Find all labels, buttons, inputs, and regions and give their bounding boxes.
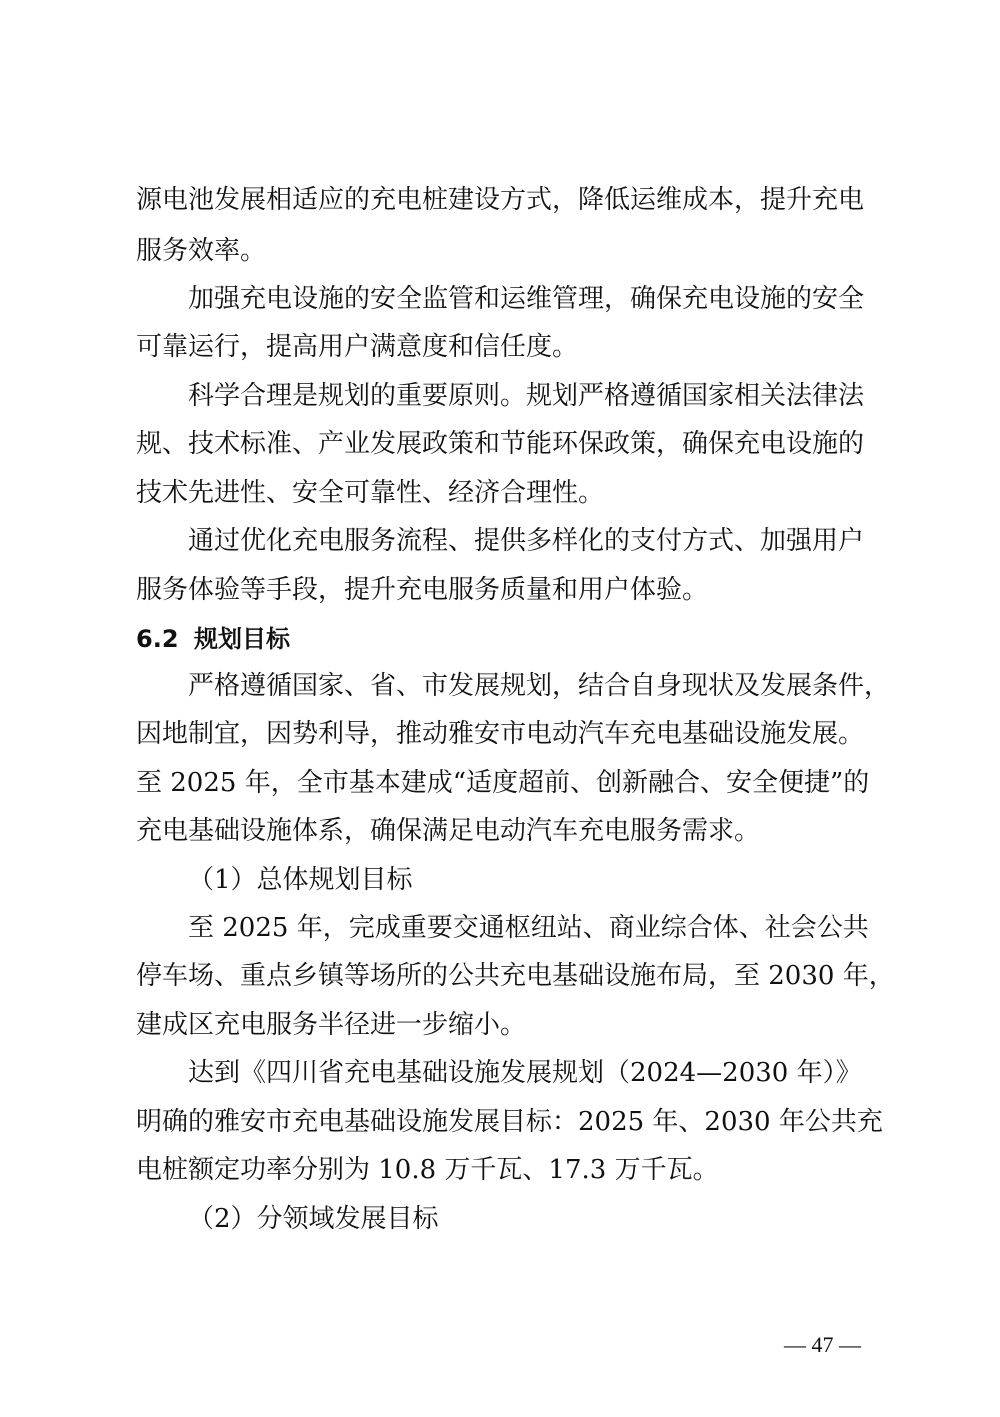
paragraph-2-line-1: 加强充电设施的安全监管和运维管理，确保充电设施的安全 [188, 284, 865, 314]
paragraph-3-line-2: 规、技术标准、产业发展政策和节能环保政策，确保充电设施的 [136, 429, 865, 459]
section-paragraph-3-line-3: 建成区充电服务半径进一步缩小。 [136, 1010, 527, 1040]
section-paragraph-1-line-2: 因地制宜，因势利导，推动雅安市电动汽车充电基础设施发展。 [136, 719, 865, 749]
section-number: 6.2 [136, 625, 179, 653]
section-paragraph-4-line-1: 达到《四川省充电基础设施发展规划（2024—2030 年）》 [188, 1058, 862, 1088]
section-title: 规划目标 [194, 625, 290, 653]
paragraph-3-line-3: 技术先进性、安全可靠性、经济合理性。 [136, 478, 605, 508]
subheading-sector-goals: （2）分领域发展目标 [188, 1204, 439, 1234]
section-paragraph-4-line-3: 电桩额定功率分别为 10.8 万千瓦、17.3 万千瓦。 [136, 1155, 719, 1185]
paragraph-2-line-2: 可靠运行，提高用户满意度和信任度。 [136, 332, 579, 362]
paragraph-1-line-1: 源电池发展相适应的充电桩建设方式，降低运维成本，提升充电 [136, 185, 865, 215]
paragraph-4-line-1: 通过优化充电服务流程、提供多样化的支付方式、加强用户 [188, 526, 865, 556]
section-paragraph-3-line-2: 停车场、重点乡镇等场所的公共充电基础设施布局，至 2030 年， [136, 961, 895, 991]
paragraph-4-line-2: 服务体验等手段，提升充电服务质量和用户体验。 [136, 575, 709, 605]
paragraph-1-line-2: 服务效率。 [136, 236, 267, 266]
section-paragraph-3-line-1: 至 2025 年，完成重要交通枢纽站、商业综合体、社会公共 [188, 913, 869, 943]
section-paragraph-1-line-4: 充电基础设施体系，确保满足电动汽车充电服务需求。 [136, 816, 761, 846]
subheading-overall-goals: （1）总体规划目标 [188, 865, 413, 895]
paragraph-3-line-1: 科学合理是规划的重要原则。规划严格遵循国家相关法律法 [188, 381, 865, 411]
section-heading [136, 624, 876, 654]
section-paragraph-4-line-2: 明确的雅安市充电基础设施发展目标：2025 年、2030 年公共充 [136, 1107, 883, 1137]
section-paragraph-1-line-1: 严格遵循国家、省、市发展规划，结合自身现状及发展条件， [188, 671, 891, 701]
page-number: — 47 — [784, 1332, 861, 1357]
section-paragraph-1-line-3: 至 2025 年，全市基本建成“适度超前、创新融合、安全便捷”的 [136, 768, 870, 798]
